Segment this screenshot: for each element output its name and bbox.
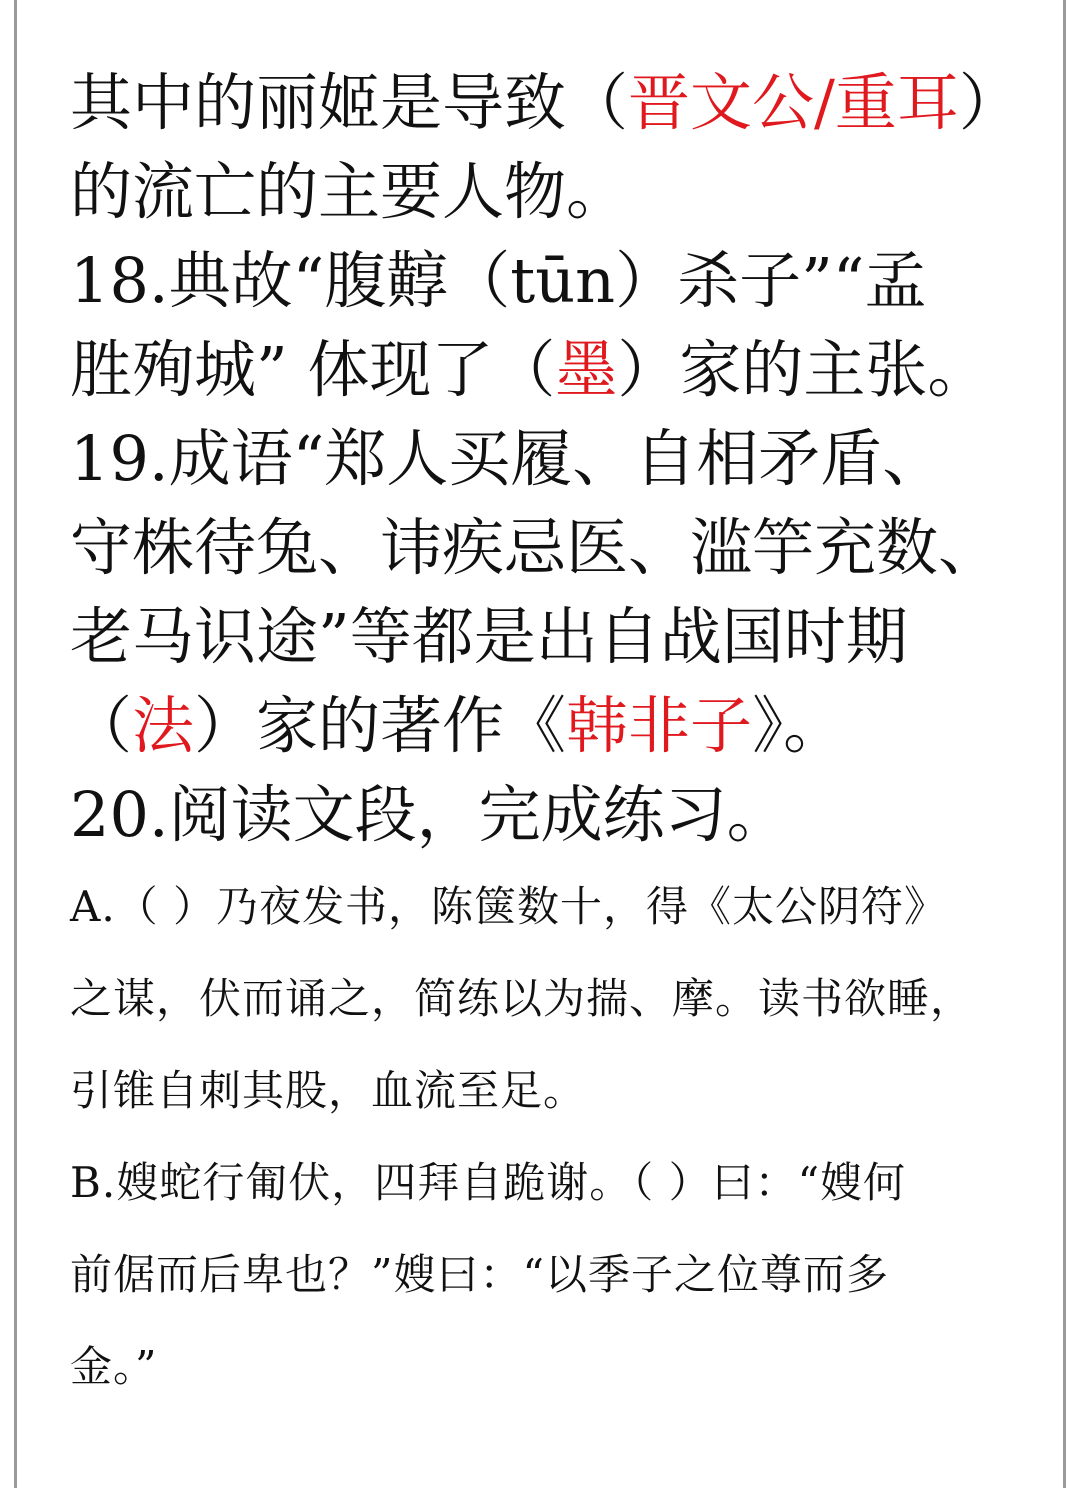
q19-answer-school: 法 [132,689,195,762]
q20-passage-b-line-1: B.嫂蛇行匍伏，四拜自跪谢。（ ）曰：“嫂何 [70,1158,907,1207]
q20-passage-a-line-3: 引锥自刺其股，血流至足。 [70,1066,587,1115]
page-border-right [1063,0,1066,1488]
q18-line-1: 18.典故“腹䵍（tūn）杀子”“孟 [70,244,927,317]
q19-text-mid: ）家的著作《 [194,689,567,762]
q19-line-3: 老马识途”等都是出自战国时期 [70,600,908,673]
q20-passage-b-line-3: 金。” [70,1342,158,1391]
page-border-left [14,0,17,1488]
q20-title: 20.阅读文段，完成练习。 [70,778,789,851]
q19-text-post: 》。 [752,689,846,762]
q19-text-pre: （ [70,689,133,762]
q19-line-2: 守株待兔、讳疾忌医、滥竽充数、 [70,511,1001,584]
q18-answer: 墨 [555,333,618,406]
q18-line-2 [70,325,1060,414]
q20-passage-a-line-2: 之谋，伏而诵之，简练以为揣、摩。读书欲睡， [70,974,974,1023]
q20-passage-b-line-2: 前倨而后卑也？”嫂曰：“以季子之位尊而多 [70,1250,889,1299]
q20-passage-a-line-1: A.（ ）乃夜发书，陈箧数十，得《太公阴符》 [70,882,948,931]
q18-text-post: ）家的主张。 [617,333,990,406]
q18-text-pre: 胜殉城” 体现了（ [70,333,556,406]
q19-line-1: 19.成语“郑人买履、自相矛盾、 [70,422,945,495]
q17-line-2: 的流亡的主要人物。 [70,155,629,228]
q17-answer: 晋文公/重耳 [628,66,959,139]
q17-line-1 [70,58,1060,147]
q19-line-4 [70,681,1060,770]
q17-text-pre: 其中的丽姬是导致（ [70,66,629,139]
document-body [70,58,1060,1413]
q19-answer-book: 韩非子 [566,689,753,762]
q17-text-post: ） [958,66,1021,139]
